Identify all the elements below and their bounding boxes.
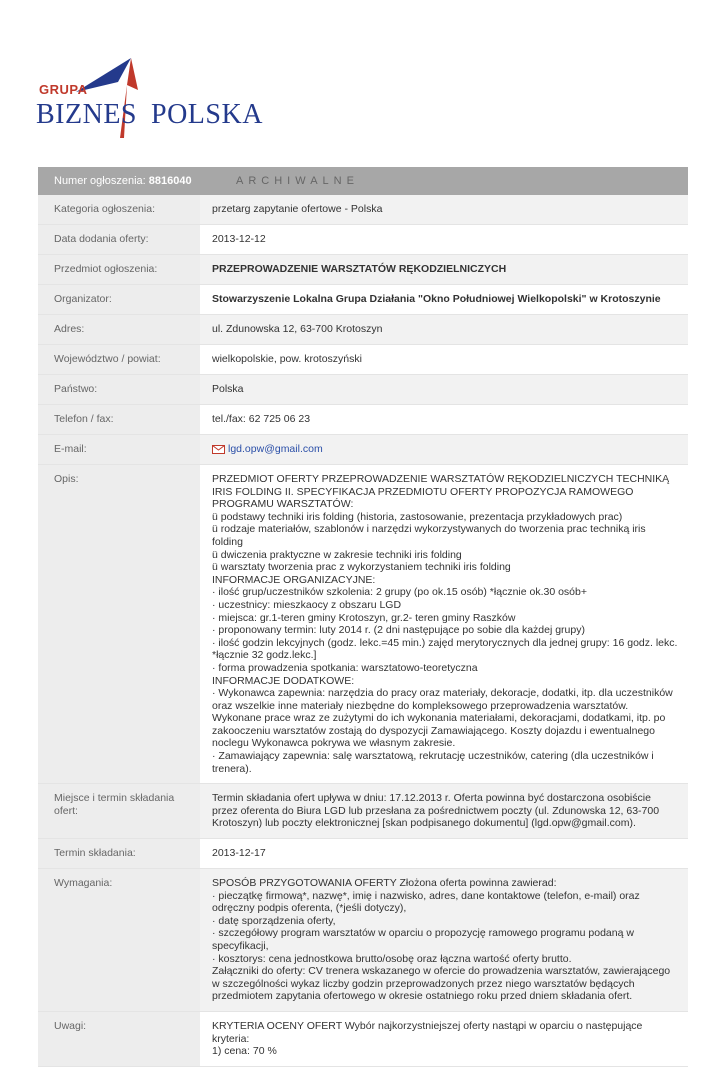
opis-line: INFORMACJE DODATKOWE: <box>212 674 355 687</box>
value-kategoria: przetarg zapytanie ofertowe - Polska <box>212 203 383 215</box>
value-email <box>200 435 688 464</box>
status-badge: ARCHIWALNE <box>236 175 359 187</box>
value-panstwo: Polska <box>212 383 244 395</box>
company-logo[interactable] <box>28 52 263 144</box>
row-miejsce <box>38 784 688 839</box>
logo-main-text <box>36 99 263 131</box>
opis-line: · ilość grup/uczestników szkolenia: 2 grupy (po ok.15 osób) *łącznie ok.30 osób+ <box>212 586 587 599</box>
value-termin: 2013-12-17 <box>212 847 266 860</box>
value-miejsce: Termin składania ofert upływa w dniu: 17.12.2013 r. Oferta powinna być dostarczona osobiście przez oferenta do Biura LGD lub przesłana za pośrednictwem poczty (ul. Zdunowska 12, 63-700 Krotoszyn) lub poczty elektronicznej [skan podpisanego dokumentu] (lgd.opw@gmail.com). <box>212 792 660 830</box>
label-kategoria: Kategoria ogłoszenia: <box>38 195 200 224</box>
row-email <box>38 435 688 465</box>
label-wojewodztwo: Województwo / powiat: <box>38 345 200 374</box>
label-adres: Adres: <box>38 315 200 344</box>
label-opis: Opis: <box>38 465 200 783</box>
logo-grupa-text: GRUPA <box>39 82 88 97</box>
label-panstwo: Państwo: <box>38 375 200 404</box>
opis-line: · Zamawiający zapewnia: salę warsztatową, rekrutację uczestników, catering (dla uczestników i trenera). <box>212 750 654 775</box>
listing-number-value: 8816040 <box>148 175 192 187</box>
value-telefon: tel./fax: 62 725 06 23 <box>212 413 311 425</box>
opis-line: ü warsztaty tworzenia prac z wykorzystaniem techniki iris folding <box>212 561 511 574</box>
row-przedmiot <box>38 255 688 285</box>
label-data: Data dodania oferty: <box>38 225 200 254</box>
row-organizator <box>38 285 688 315</box>
listing-number-label: Numer ogłoszenia: <box>54 175 146 187</box>
row-data <box>38 225 688 255</box>
wymagania-line: Załączniki do oferty: CV trenera wskazanego w ofercie do prowadzenia warsztatów, zawierającego w szczególności wykaz liczby godzin przeprowadzonych przez niego warsztatów będących przedmiotem zapytania ofertowego w okresie ostatniego roku przed dniem składania ofert. <box>212 965 671 1003</box>
logo-left-text: BIZNES <box>36 99 137 130</box>
wymagania-line: · szczegółowy program warsztatów w oparciu o propozycję ramowego programu podaną w specyfikacji, <box>212 927 634 952</box>
row-opis <box>38 465 688 784</box>
value-adres: ul. Zdunowska 12, 63-700 Krotoszyn <box>212 323 383 335</box>
value-opis <box>200 465 688 783</box>
listing-header <box>38 167 688 195</box>
value-przedmiot: PRZEPROWADZENIE WARSZTATÓW RĘKODZIELNICZYCH <box>212 263 507 275</box>
wymagania-line: · datę sporządzenia oferty, <box>212 914 336 927</box>
label-uwagi: Uwagi: <box>38 1012 200 1066</box>
wymagania-line: · pieczątkę firmową*, nazwę*, imię i nazwisko, adres, dane kontaktowe (telefon, e-mail) oraz odręczny podpis oferenta, (*jeśli dotyczy), <box>212 889 640 915</box>
listing-table <box>38 167 688 1067</box>
opis-line: · forma prowadzenia spotkania: warsztatowo-teoretyczna <box>212 661 478 674</box>
opis-line: · proponowany termin: luty 2014 r. (2 dni następujące po sobie dla każdej grupy) <box>212 624 585 637</box>
label-miejsce: Miejsce i termin składania ofert: <box>38 784 200 838</box>
value-wojewodztwo: wielkopolskie, pow. krotoszyński <box>212 353 362 365</box>
row-adres <box>38 315 688 345</box>
row-wymagania <box>38 869 688 1012</box>
label-termin: Termin składania: <box>38 839 200 868</box>
value-wymagania <box>200 869 688 1011</box>
opis-line: · ilość godzin lekcyjnych (godz. lekc.=45 min.) zajęd merytorycznych dla jednej grupy: 16 godz. lekc. *łącznie 32 godz.lekc.] <box>212 636 678 662</box>
value-data: 2013-12-12 <box>212 233 266 245</box>
row-wojewodztwo <box>38 345 688 375</box>
listing-number <box>38 175 200 187</box>
row-termin <box>38 839 688 869</box>
opis-line: PRZEDMIOT OFERTY PRZEPROWADZENIE WARSZTATÓW RĘKODZIELNICZYCH TECHNIKĄ IRIS FOLDING II. SPECYFIKACJA PRZEDMIOTU OFERTY PROPOZYCJA RAMOWEGO PROGRAMU WARSZTATÓW: <box>212 473 670 511</box>
opis-line: INFORMACJE ORGANIZACYJNE: <box>212 573 376 586</box>
opis-line: ü dwiczenia praktyczne w zakresie techniki iris folding <box>212 548 462 561</box>
label-telefon: Telefon / fax: <box>38 405 200 434</box>
label-organizator: Organizator: <box>38 285 200 314</box>
opis-line: · miejsca: gr.1-teren gminy Krotoszyn, gr.2- teren gminy Raszków <box>212 611 516 624</box>
opis-line: · Wykonawca zapewnia: narzędzia do pracy oraz materiały, dekoracje, dodatki, itp. dla uczestników oraz wszelkie inne materiały niezbędne do kompleksowego przeprowadzenia warsztatów. Wykonane prace wraz ze zużytymi do ich wykonania materiałami, dekoracjami, dodatkami, itp. po zakooczeniu warsztatów zostają do dyspozycji Zamawiającego. Koszty dojazdu i ewentualnego noclegu Wykonawca pokrywa we własnym zakresie. <box>212 687 673 750</box>
uwagi-line: KRYTERIA OCENY OFERT Wybór najkorzystniejszej oferty nastąpi w oparciu o następujące kryteria: <box>212 1019 643 1045</box>
opis-line: ü podstawy techniki iris folding (historia, zastosowanie, prezentacja przykładowych prac) <box>212 510 623 523</box>
row-telefon <box>38 405 688 435</box>
envelope-icon <box>212 445 225 454</box>
label-wymagania: Wymagania: <box>38 869 200 1011</box>
value-uwagi <box>200 1012 688 1066</box>
value-organizator: Stowarzyszenie Lokalna Grupa Działania "Okno Południowej Wielkopolski" w Krotoszynie <box>212 293 661 305</box>
uwagi-line: 1) cena: 70 % <box>212 1045 277 1058</box>
row-uwagi <box>38 1012 688 1067</box>
row-panstwo <box>38 375 688 405</box>
wymagania-line: · kosztorys: cena jednostkowa brutto/osobę oraz łączna wartość oferty brutto. <box>212 952 572 965</box>
opis-line: · uczestnicy: mieszkaocy z obszaru LGD <box>212 598 402 611</box>
opis-line: ü rodzaje materiałów, szablonów i narzędzi wykorzystywanych do tworzenia prac techniką iris folding <box>212 523 646 548</box>
label-przedmiot: Przedmiot ogłoszenia: <box>38 255 200 284</box>
logo-right-text: POLSKA <box>151 99 263 130</box>
row-kategoria <box>38 195 688 225</box>
wymagania-line: SPOSÓB PRZYGOTOWANIA OFERTY Złożona oferta powinna zawierad: <box>212 877 557 890</box>
label-email: E-mail: <box>38 435 200 464</box>
email-link[interactable]: lgd.opw@gmail.com <box>228 443 323 455</box>
